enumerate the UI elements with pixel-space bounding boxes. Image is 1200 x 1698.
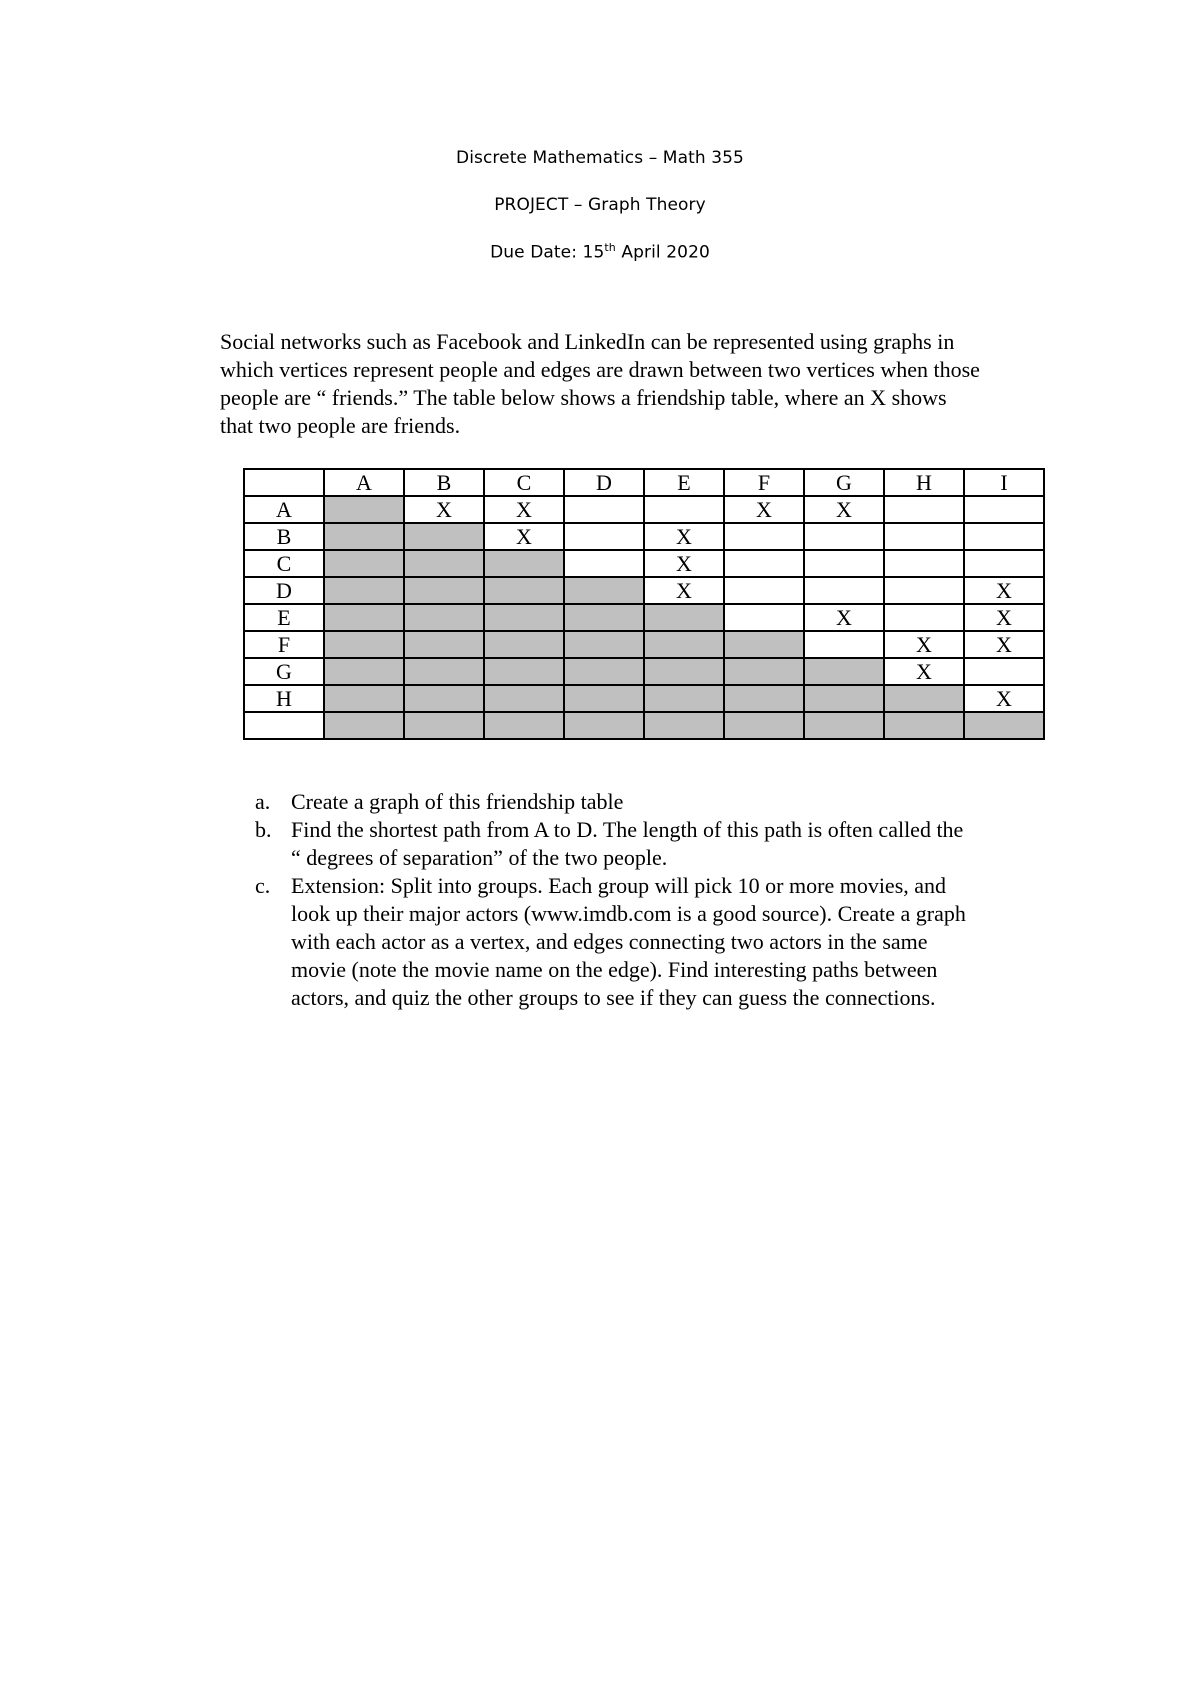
table-cell-shaded xyxy=(884,685,964,712)
table-cell-shaded xyxy=(324,523,404,550)
table-cell-shaded xyxy=(404,685,484,712)
column-header: G xyxy=(804,469,884,496)
row-header: C xyxy=(244,550,324,577)
table-cell-shaded xyxy=(564,577,644,604)
column-header: E xyxy=(644,469,724,496)
table-cell-shaded xyxy=(804,685,884,712)
course-title: Discrete Mathematics – Math 355 xyxy=(456,148,744,168)
project-title: PROJECT – Graph Theory xyxy=(494,195,706,215)
question-line: Extension: Split into groups. Each group will pick 10 or more movies, and xyxy=(291,873,947,898)
table-cell xyxy=(724,550,804,577)
table-cell: X xyxy=(884,658,964,685)
table-row xyxy=(244,658,1044,685)
due-date xyxy=(0,241,1200,263)
table-cell-shaded xyxy=(564,685,644,712)
table-cell-shaded xyxy=(484,577,564,604)
table-cell: X xyxy=(484,523,564,550)
table-cell xyxy=(724,577,804,604)
table-cell xyxy=(884,577,964,604)
table-cell xyxy=(964,550,1044,577)
table-cell xyxy=(804,550,884,577)
row-header: D xyxy=(244,577,324,604)
question-line: Find the shortest path from A to D. The length of this path is often called the xyxy=(291,817,964,842)
table-cell-shaded xyxy=(484,685,564,712)
table-cell xyxy=(884,550,964,577)
question-letter: c. xyxy=(255,873,271,898)
table-row xyxy=(244,631,1044,658)
table-cell xyxy=(564,523,644,550)
table-row xyxy=(244,577,1044,604)
table-cell: X xyxy=(964,631,1044,658)
intro-line: people are “ friends.” The table below shows a friendship table, where an X shows xyxy=(220,385,947,410)
table-cell: X xyxy=(484,496,564,523)
question-c xyxy=(255,872,1105,1012)
table-cell: X xyxy=(804,604,884,631)
table-cell: X xyxy=(644,523,724,550)
table-cell xyxy=(964,496,1044,523)
row-header xyxy=(244,712,324,739)
due-date-superscript: th xyxy=(604,241,616,254)
question-list xyxy=(255,788,1105,1012)
table-cell xyxy=(564,496,644,523)
table-cell xyxy=(804,631,884,658)
column-header: H xyxy=(884,469,964,496)
table-cell xyxy=(724,604,804,631)
table-cell xyxy=(964,658,1044,685)
table-cell-shaded xyxy=(324,550,404,577)
question-line: actors, and quiz the other groups to see if they can guess the connections. xyxy=(291,985,936,1010)
intro-line: Social networks such as Facebook and LinkedIn can be represented using graphs in xyxy=(220,329,955,354)
table-cell xyxy=(884,496,964,523)
question-line: look up their major actors (www.imdb.com is a good source). Create a graph xyxy=(291,901,966,926)
table-cell-shaded xyxy=(324,604,404,631)
table-cell-shaded xyxy=(804,712,884,739)
table-cell-shaded xyxy=(564,631,644,658)
column-header: A xyxy=(324,469,404,496)
table-cell-shaded xyxy=(324,496,404,523)
question-line: “ degrees of separation” of the two people. xyxy=(291,845,668,870)
row-header: B xyxy=(244,523,324,550)
table-cell-shaded xyxy=(324,712,404,739)
table-cell-shaded xyxy=(404,658,484,685)
table-header-row xyxy=(244,469,1044,496)
row-header: G xyxy=(244,658,324,685)
table-cell xyxy=(804,523,884,550)
table-cell-shaded xyxy=(564,604,644,631)
table-cell xyxy=(564,550,644,577)
question-line: movie (note the movie name on the edge). Find interesting paths between xyxy=(291,957,938,982)
table-cell-shaded xyxy=(404,523,484,550)
table-cell-shaded xyxy=(484,631,564,658)
table-cell: X xyxy=(884,631,964,658)
column-header: F xyxy=(724,469,804,496)
table-row xyxy=(244,712,1044,739)
table-row xyxy=(244,550,1044,577)
table-cell-shaded xyxy=(724,685,804,712)
column-header: B xyxy=(404,469,484,496)
row-header: H xyxy=(244,685,324,712)
table-row xyxy=(244,685,1044,712)
table-cell-shaded xyxy=(964,712,1044,739)
table-cell xyxy=(964,523,1044,550)
table-cell-shaded xyxy=(324,631,404,658)
table-cell: X xyxy=(404,496,484,523)
table-row xyxy=(244,496,1044,523)
row-header: A xyxy=(244,496,324,523)
table-cell xyxy=(644,496,724,523)
column-header: D xyxy=(564,469,644,496)
table-cell-shaded xyxy=(484,550,564,577)
friendship-table xyxy=(243,468,1045,740)
question-letter: a. xyxy=(255,789,271,814)
column-header: C xyxy=(484,469,564,496)
intro-paragraph xyxy=(220,328,1090,440)
table-cell-shaded xyxy=(724,658,804,685)
table-cell-shaded xyxy=(324,685,404,712)
table-corner-cell xyxy=(244,469,324,496)
table-cell xyxy=(804,577,884,604)
row-header: E xyxy=(244,604,324,631)
due-date-prefix: Due Date: 15 xyxy=(490,242,605,263)
table-cell xyxy=(884,523,964,550)
question-line: Create a graph of this friendship table xyxy=(291,789,624,814)
table-cell-shaded xyxy=(404,550,484,577)
table-cell: X xyxy=(644,577,724,604)
table-cell-shaded xyxy=(644,685,724,712)
table-cell-shaded xyxy=(404,631,484,658)
table-cell: X xyxy=(964,604,1044,631)
table-cell-shaded xyxy=(644,712,724,739)
question-line: with each actor as a vertex, and edges connecting two actors in the same xyxy=(291,929,928,954)
table-cell: X xyxy=(964,685,1044,712)
due-date-suffix: April 2020 xyxy=(615,242,710,263)
table-cell-shaded xyxy=(724,712,804,739)
table-cell-shaded xyxy=(484,658,564,685)
table-cell-shaded xyxy=(724,631,804,658)
table-cell: X xyxy=(644,550,724,577)
question-a xyxy=(255,788,1105,816)
table-cell xyxy=(884,604,964,631)
question-b xyxy=(255,816,1105,872)
table-cell-shaded xyxy=(644,604,724,631)
column-header: I xyxy=(964,469,1044,496)
table-cell-shaded xyxy=(884,712,964,739)
question-letter: b. xyxy=(255,817,272,842)
table-row xyxy=(244,523,1044,550)
table-cell-shaded xyxy=(484,712,564,739)
table-cell xyxy=(724,523,804,550)
table-cell-shaded xyxy=(484,604,564,631)
table-cell-shaded xyxy=(404,577,484,604)
table-cell-shaded xyxy=(564,658,644,685)
table-row xyxy=(244,604,1044,631)
table-cell-shaded xyxy=(564,712,644,739)
intro-line: which vertices represent people and edges are drawn between two vertices when those xyxy=(220,357,980,382)
table-cell-shaded xyxy=(404,604,484,631)
table-cell-shaded xyxy=(324,577,404,604)
table-cell: X xyxy=(804,496,884,523)
table-cell: X xyxy=(724,496,804,523)
table-cell-shaded xyxy=(644,631,724,658)
row-header: F xyxy=(244,631,324,658)
table-cell: X xyxy=(964,577,1044,604)
table-cell-shaded xyxy=(404,712,484,739)
table-cell-shaded xyxy=(804,658,884,685)
table-cell-shaded xyxy=(324,658,404,685)
table-cell-shaded xyxy=(644,658,724,685)
intro-line: that two people are friends. xyxy=(220,413,461,438)
